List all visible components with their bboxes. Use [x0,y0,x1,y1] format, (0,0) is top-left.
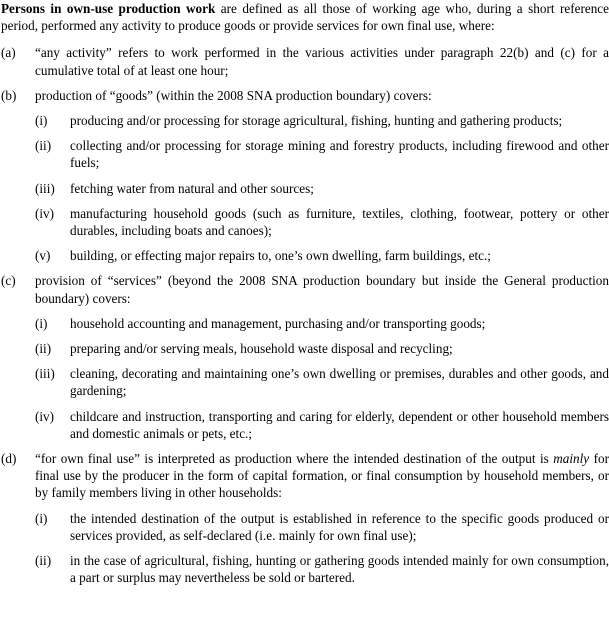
subitem-label: (v) [35,248,51,264]
subitem-b-v [1,247,609,264]
subitem-text: collecting and/or processing for storage mining and forestry products, including firewood and other fuels; [70,138,609,171]
subitem-label: (iii) [35,180,55,196]
item-label: (b) [1,87,17,103]
subitem-label: (ii) [35,138,52,154]
subitem-d-ii [1,552,609,586]
item-text: “any activity” refers to work performed in the various activities under paragraph 22(b) and (c) for a cumulative total of at least one hour; [35,45,609,78]
subitem-text: the intended destination of the output is established in reference to the specific goods produced or services provided, as self-declared (i.e. mainly for own final use); [70,510,609,543]
item-label: (d) [1,451,17,467]
subitem-text: in the case of agricultural, fishing, hunting or gathering goods intended mainly for own consumption, a part or surplus may nevertheless be sold or bartered. [70,553,609,586]
subitem-b-iv [1,205,609,239]
item-label: (a) [1,45,16,61]
subitem-text: building, or effecting major repairs to, one’s own dwelling, farm buildings, etc.; [70,248,491,264]
subitem-label: (iv) [35,408,55,424]
item-text-before: “for own final use” is interpreted as production where the intended destination of the output is [35,451,554,467]
subitem-label: (iii) [35,366,55,382]
subitem-label: (i) [35,315,48,331]
subitem-label: (iv) [35,205,55,221]
item-text-emphasis: mainly [553,451,590,467]
item-text-after: for final use by the producer in the form of capital formation, or final consumption by household members, or by family members living in other households: [35,451,609,501]
subitem-text: producing and/or processing for storage agricultural, fishing, hunting and gathering products; [70,113,563,129]
item-label: (c) [1,273,16,289]
subitem-b-iii [1,180,609,197]
item-text: provision of “services” (beyond the 2008 SNA production boundary but inside the General production boundary) covers: [35,273,609,306]
subitem-d-i [1,510,609,544]
item-d [1,450,609,502]
item-text [35,450,609,502]
defined-term: Persons in own-use production work [1,1,216,16]
subitem-c-iii [1,365,609,399]
subitem-label: (i) [35,113,48,129]
subitem-text: cleaning, decorating and maintaining one’s own dwelling or premises, durables and other goods, and gardening; [70,366,609,399]
subitem-text: manufacturing household goods (such as furniture, textiles, clothing, footwear, pottery or other durables, including boats and canoes); [70,205,609,239]
subitem-label: (ii) [35,341,52,357]
item-c [1,272,609,306]
subitem-text: fetching water from natural and other sources; [70,180,314,196]
item-a [1,44,609,78]
subitem-text: household accounting and management, purchasing and/or transporting goods; [70,315,486,331]
subitem-b-ii [1,137,609,171]
item-b [1,87,609,104]
intro-paragraph [1,0,609,34]
subitem-text: preparing and/or serving meals, household waste disposal and recycling; [70,341,453,357]
subitem-text: childcare and instruction, transporting and caring for elderly, dependent or other household members and domestic animals or pets, etc.; [70,408,609,441]
subitem-b-i [1,112,609,129]
subitem-label: (ii) [35,553,52,569]
subitem-c-iv [1,408,609,442]
intro-text: are defined as all those of working age who, during a short reference period, performed any activity to produce goods or provide services for own final use, where: [1,1,609,34]
item-text: production of “goods” (within the 2008 SNA production boundary) covers: [35,87,432,103]
subitem-c-i [1,315,609,332]
subitem-c-ii [1,340,609,357]
subitem-label: (i) [35,510,48,526]
